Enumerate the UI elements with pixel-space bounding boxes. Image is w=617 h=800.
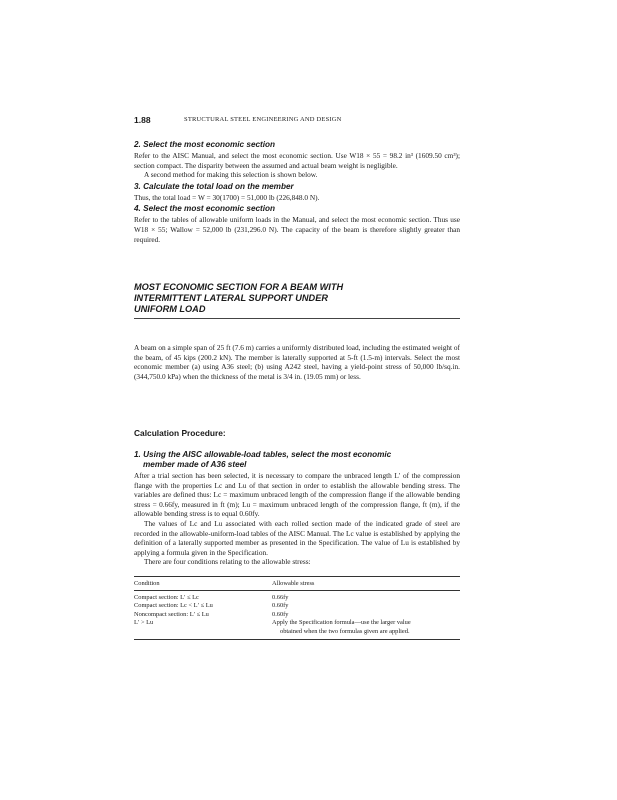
section-title-line-3: UNIFORM LOAD xyxy=(134,304,206,314)
table-cell: 0.66fy xyxy=(272,594,289,601)
section-title xyxy=(134,282,460,319)
step-1-paragraph-3: There are four conditions relating to the allowable stress: xyxy=(144,557,311,567)
table-cell-line-1: Apply the Specification formula—use the larger value xyxy=(272,619,411,627)
allowable-stress-table xyxy=(134,576,460,640)
page-number: 1.88 xyxy=(134,115,151,125)
section-title-line-2: INTERMITTENT LATERAL SUPPORT UNDER xyxy=(134,293,328,303)
table-cell: L′ > Lu xyxy=(134,619,272,639)
step-2-heading: 2. Select the most economic section xyxy=(134,140,276,149)
step-1-heading-line-1: 1. Using the AISC allowable-load tables, select the most economic xyxy=(134,450,392,459)
step-1-paragraph-2: The values of Lc and Lu associated with each rolled section made of the indicated grade of steel are recorded in the allowable-uniform-load tables of the AISC Manual. The Lc value is established by applying the definition of a laterally supported member as presented in the Specification. The value of Lu is established by applying a formula given in the Specification. xyxy=(134,518,460,557)
table-header-condition: Condition xyxy=(134,577,272,591)
table-cell: 0.60fy xyxy=(272,602,289,610)
page-header xyxy=(134,115,460,129)
table-row xyxy=(134,611,460,619)
table-header-allowable-stress: Allowable stress xyxy=(272,577,460,591)
table-row xyxy=(134,619,460,639)
running-head: STRUCTURAL STEEL ENGINEERING AND DESIGN xyxy=(184,116,342,123)
table-cell xyxy=(272,619,460,639)
table-cell: Compact section: L′ ≤ Lc xyxy=(134,594,199,601)
step-1-paragraph-1: After a trial section has been selected, it is necessary to compare the unbraced length L′ of the compression flange with the properties Lc and Lu of that section in order to establish the allowable bending stress. The variables are defined thus: Lc = maximum unbraced length of the compression flange if the allowable bending stress = 0.66fy, measured in ft (m); Lu = maximum unbraced length of the compression flange, ft (m), if the allowable bending stress is to equal 0.60fy. xyxy=(134,471,460,519)
step-3-text: Thus, the total load = W = 30(1700) = 51,000 lb (226,848.0 N). xyxy=(134,192,320,202)
step-2-text-2: A second method for making this selection is shown below. xyxy=(144,170,318,180)
problem-statement xyxy=(134,343,460,381)
step-3-heading: 3. Calculate the total load on the member xyxy=(134,181,294,191)
steps-top xyxy=(134,139,460,244)
calc-procedure-heading: Calculation Procedure: xyxy=(134,428,226,438)
table-row xyxy=(134,591,460,603)
problem-text: A beam on a simple span of 25 ft (7.6 m) carries a uniformly distributed load, including the estimated weight of the beam, of 45 kips (200.2 kN). The member is laterally supported at 5-ft (1.5-m) intervals. Select the most economic member (a) using A36 steel; (b) using A242 steel, having a yield-point stress of 50,000 lb/sq.in. (344,750.0 kPa) when the thickness of the metal is 3/4 in. (19.05 mm) or less. xyxy=(134,343,460,381)
table-cell: Compact section: Lc < L′ ≤ Lu xyxy=(134,602,213,610)
table-cell: 0.60fy xyxy=(272,610,289,618)
table-cell: Noncompact section: L′ ≤ Lu xyxy=(134,610,209,618)
section-title-line-1: MOST ECONOMIC SECTION FOR A BEAM WITH xyxy=(134,282,344,292)
step-2-text: Refer to the AISC Manual, and select the most economic section. Use W18 × 55 = 98.2 in³ (1609.50 cm³); section compact. The disparity between the assumed and actual beam weight is negligible. xyxy=(134,151,460,170)
step-4-text: Refer to the tables of allowable uniform loads in the Manual, and select the most economic section. Thus use W18 × 55; Wallow = 52,000 lb (231,296.0 N). The capacity of the beam is therefore slightly greater than required. xyxy=(134,215,460,244)
step-4-heading: 4. Select the most economic section xyxy=(134,204,276,214)
step-1 xyxy=(134,450,460,567)
table-row xyxy=(134,602,460,610)
table-cell-line-2: obtained when the two formulas given are applied. xyxy=(280,627,410,635)
step-1-heading-line-2: member made of A36 steel xyxy=(143,460,247,469)
